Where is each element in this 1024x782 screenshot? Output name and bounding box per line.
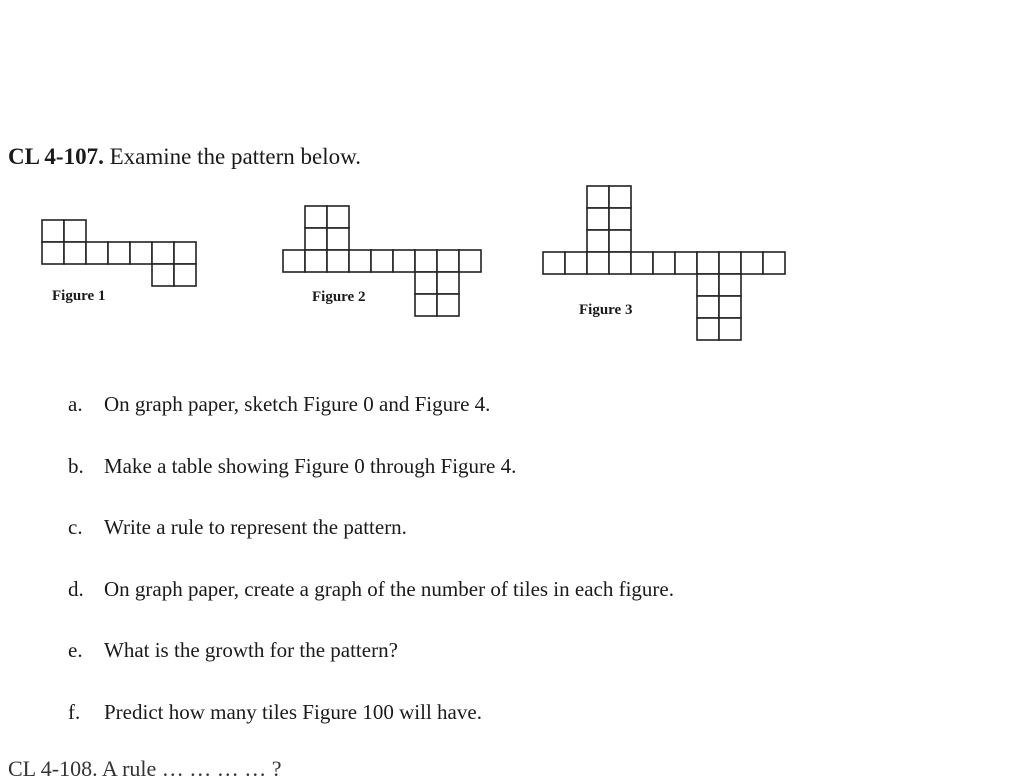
tile	[327, 206, 349, 228]
question-item	[68, 392, 674, 454]
tile	[437, 272, 459, 294]
tile	[719, 274, 741, 296]
question-letter: f.	[68, 699, 81, 724]
tile	[587, 208, 609, 230]
tile	[393, 250, 415, 272]
tile	[305, 206, 327, 228]
question-text: Predict how many tiles Figure 100 will have.	[104, 699, 482, 724]
tile	[305, 228, 327, 250]
tile	[631, 252, 653, 274]
tile	[719, 318, 741, 340]
tile	[697, 318, 719, 340]
question-text: Make a table showing Figure 0 through Figure 4.	[104, 453, 517, 478]
tile	[64, 220, 86, 242]
tile	[609, 208, 631, 230]
question-letter: e.	[68, 638, 83, 662]
tile	[697, 296, 719, 318]
question-list	[68, 392, 674, 761]
problem-prompt: Examine the pattern below.	[109, 144, 362, 169]
figure-2-label: Figure 2	[312, 289, 366, 305]
tile	[152, 242, 174, 264]
question-text: What is the growth for the pattern?	[104, 638, 398, 662]
problem-number: CL 4-107.	[8, 144, 104, 169]
tile	[415, 250, 437, 272]
tile	[719, 296, 741, 318]
question-letter: c.	[68, 515, 83, 539]
figure-3-label: Figure 3	[579, 302, 633, 318]
tile	[653, 252, 675, 274]
question-letter: b.	[68, 453, 84, 478]
tile	[587, 230, 609, 252]
question-letter: a.	[68, 392, 83, 416]
figure-1-label: Figure 1	[52, 288, 106, 304]
tile	[64, 242, 86, 264]
tile	[719, 252, 741, 274]
question-item	[68, 638, 674, 700]
question-item	[68, 515, 674, 577]
question-item	[68, 577, 674, 639]
tile	[415, 272, 437, 294]
figure-1	[42, 220, 196, 286]
tile	[42, 242, 64, 264]
next-problem-cutoff: CL 4-108. A rule … … … … ?	[8, 756, 282, 781]
tile	[437, 250, 459, 272]
tile	[437, 294, 459, 316]
tile	[459, 250, 481, 272]
question-item	[68, 700, 674, 762]
tile	[543, 252, 565, 274]
tile	[763, 252, 785, 274]
tile	[415, 294, 437, 316]
question-letter: d.	[68, 576, 84, 601]
tile	[327, 250, 349, 272]
tile	[587, 252, 609, 274]
tile	[697, 274, 719, 296]
tile	[609, 230, 631, 252]
tile	[327, 228, 349, 250]
question-text: Write a rule to represent the pattern.	[104, 515, 407, 539]
question-text: On graph paper, sketch Figure 0 and Figure 4.	[104, 392, 491, 416]
tile	[174, 264, 196, 286]
tile	[42, 220, 64, 242]
question-item	[68, 454, 674, 516]
tile	[741, 252, 763, 274]
tile	[565, 252, 587, 274]
tile	[152, 264, 174, 286]
tile	[697, 252, 719, 274]
tile	[108, 242, 130, 264]
tile	[587, 186, 609, 208]
tile	[675, 252, 697, 274]
tile	[305, 250, 327, 272]
tile	[371, 250, 393, 272]
tile	[86, 242, 108, 264]
tile	[349, 250, 371, 272]
tile	[130, 242, 152, 264]
tile	[609, 252, 631, 274]
tile	[609, 186, 631, 208]
tile	[283, 250, 305, 272]
tile	[174, 242, 196, 264]
question-text: On graph paper, create a graph of the number of tiles in each figure.	[104, 576, 674, 601]
